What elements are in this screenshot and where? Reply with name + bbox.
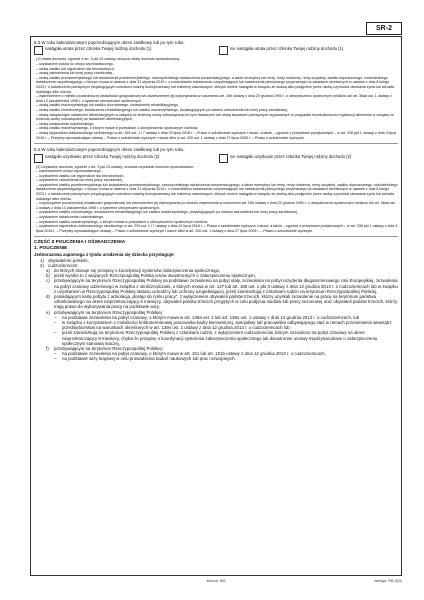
footnote-line: – utratą zasiłku lub stypendium dla bezrobotnych, (36, 66, 115, 71)
list-item: c) przebywającym na terytorium Rzeczypospolitej Polskiej na podstawie zezwolenia na pobyt stały, zezwolenia na pobyt rezydenta długoterminowego Unii Europejskiej, zezwolenia na pobyt czasowy udzielonego w związku z okolicznościami, o których mowa w art. 127 lub art. 186 ust. 1 pkt 3 ustawy z dnia 12 grudnia 2013 r. o cudzoziemcach lub w związku z uzyskaniem w Rzeczypospolitej Polskiej statusu uchodźcy lub ochrony uzupełniającej, jeżeli zamieszkują z członkami rodzin na terytorium Rzeczypospolitej Polskiej, (46, 278, 398, 294)
page-number: strona: 5/6 (206, 578, 226, 583)
footnote-line: (2) Uzyskanie dochodu, zgodnie z art. 3 pkt 24 ustawy, oznacza uzyskanie dochodu spowodowane: (36, 164, 195, 169)
footnote-line: – uzyskaniem zasiłku lub stypendium dla bezrobotnych, (36, 173, 125, 178)
checkbox-income-lost[interactable] (34, 46, 43, 55)
footnote-line: – uzyskaniem prawa do urlopu wychowawczego, (36, 62, 114, 66)
instruction-lead: Jednorazowa zapomoga z tytułu urodzenia się dziecka przysługuje: (34, 252, 175, 258)
list-item: b) jeżeli wynika to z wiążących Rzeczpospolitą Polską umów dwustronnych o zabezpieczeniu społecznym, (46, 273, 256, 279)
part-2 (34, 240, 398, 361)
checkbox-income-not-gained[interactable] (219, 154, 228, 163)
option-income-gained[interactable] (34, 154, 213, 163)
list-item: 1) obywatelom polskim, (40, 257, 89, 263)
footnote-line: – wykreśleniem z rejestru pozarolniczej działalności gospodarczej lub zawieszeniem jej wykonywania w rozumieniu art. 16b ustawy z dnia 20 grudnia 1990 r. o ubezpieczeniu społecznym rolników lub art. 36aa ust. 1 ustawy z dnia 13 października 1998 r. o systemie ubezpieczeń społecznych, (36, 94, 392, 103)
list-item: – na podstawie wizy krajowej w celu prowadzenia badań naukowych lub prac rozwojowych, (54, 356, 236, 362)
checkbox-income-not-lost[interactable] (219, 46, 228, 55)
footnote-line: – uzyskaniem zasiłku macierzyńskiego, o którym mowa w przepisach o ubezpieczeniu społecznym rolników, (36, 219, 208, 224)
footnote-income-loss (34, 57, 398, 140)
section-instruction-heading: 1. POUCZENIE (34, 246, 68, 252)
footnote-line: – uzyskaniem zatrudnienia lub innej pracy zarobkowej, (36, 178, 123, 183)
list-item: e) przebywającym na terytorium Rzeczypospolitej Polskiej: (46, 309, 163, 315)
list-item: – na podstawie zezwolenia na pobyt czasowy, o którym mowa w art. 139a ust. 1 lub art. 139o ust. 1 ustawy z dnia 12 grudnia 2013 r. o cudzoziemcach, lub (54, 314, 360, 320)
footnote-line: – utratą zasiłku macierzyńskiego lub zasiłku chorobowego, świadczenia rehabilitacyjnego, (36, 103, 179, 108)
question-5-4-options (34, 154, 398, 163)
divider (34, 143, 398, 144)
list-item: a) do których stosuje się przepisy o koordynacji systemów zabezpieczenia społecznego, (46, 268, 221, 274)
option-income-gained-label: nastąpiło uzyskanie przez członka Twojej rodziny dochodu (2) (45, 153, 160, 159)
list-item: – na podstawie zezwolenia na pobyt czasowy, o którym mowa w art. 151 lub art. 151b ustawy z dnia 12 grudnia 2013 r. o cudzoziemcach, (54, 351, 326, 357)
option-income-not-gained[interactable] (219, 154, 398, 163)
footnote-line: – utratą zasiłku macierzyńskiego, o którym mowa w przepisach o ubezpieczeniu społecznym rolników, (36, 126, 199, 131)
list-item: – w związku z korzystaniem z mobilności krótkoterminowej pracownika kadry kierowniczej, specjalisty lub pracownika odbywającego staż w ramach przeniesienia wewnątrz przedsiębiorstwa na warunkach określonych w art. 139n ust. 1 ustawy z dnia 12 grudnia 2013 r. o cudzoziemcach lub (54, 320, 392, 331)
question-5-3-options (34, 46, 398, 55)
footnote-line: – rozpoczęciem pozarolniczej działalności gospodarczej lub wznowieniem jej wykonywania po okresie zawieszenia w rozumieniu art. 16b ustawy z dnia 20 grudnia 1990 r. o ubezpieczeniu społecznym rolników lub art. 36aa ust. 1 ustawy z dnia 13 października 1998 r. o systemie ubezpieczeń społecznych, (36, 201, 396, 210)
footnote-line: – uzyskaniem stypendium doktoranckiego określonego w art. 209 ust. 1 i 7 ustawy z dnia 20 lipca 2018 r. – Prawo o szkolnictwie wyższym i nauce, a także – zgodnie z przepisami przejściowymi – w art. 336 pkt 1 ustawy z dnia 3 lipca 2018 r. – Przepisy wprowadzające ustawę – Prawo o szkolnictwie wyższym i nauce albo w art. 200 ust. 1 ustawy z dnia 27 lipca 2005 r. – Prawo o szkolnictwie wyższym. (36, 224, 398, 233)
question-5-3-title: 5.3 W roku kalendarzowym poprzedzającym okres zasiłkowy lub po tym roku: (34, 40, 185, 45)
footnote-line: – utratą zasiłku przedemerytalnego lub świadczenia przedemerytalnego, nauczycielskiego świadczenia kompensacyjnego, a także emerytury lub renty, renty rodzinnej, renty socjalnej, zasiłku doproszonego, rodzicielskiego świadczenia uzupełniającego, o którym mowa w ustawie z dnia 31 stycznia 2019 r. o rodzicielskim świadczeniu uzupełniającym lub świadczenia pieniężnego przyznanego na zasadach określonych w ustawie z dnia 8 lutego 2023 r. o świadczeniu pieniężnym przysługującym członkom rodziny funkcjonariuszy lub żołnierzy zawodowych, których śmierć nastąpiła w związku ze służbą albo podjęciem przez osobę czynności ratowania życia lub zdrowia ludzkiego albo mienia, (36, 75, 395, 94)
footnote-line: – uzyskaniem świadczenia rodzicielskiego, (36, 215, 105, 220)
form-code-badge: SR-2 (366, 22, 402, 35)
list-item: d) posiadającym kartę pobytu z adnotacją „dostęp do rynku pracy”, z wyłączeniem obywateli państw trzecich, którzy uzyskali zezwolenie na pracę na terytorium państwa członkowskiego na okres nieprzekraczający 6 miesięcy, obywateli państw trzecich przyjętych w celu podjęcia studiów lub pracy sezonowej oraz obywateli państw trzecich, którzy mają prawo do wykonywania pracy na podstawie wizy, (46, 294, 398, 310)
footnote-line: – uzyskaniem zasiłku chorobowego, świadczenia rehabilitacyjnego lub zasiłku macierzyńskiego, przysługujących po ustaniu zatrudnienia lub innej pracy zarobkowej, (36, 210, 298, 215)
option-income-lost[interactable] (34, 46, 213, 55)
footnote-line: – uzyskaniem zasiłku przedemerytalnego lub świadczenia przedemerytalnego, nauczycielskiego świadczenia kompensacyjnego, a także emerytury lub renty, renty rodzinnej, renty socjalnej, zasiłku doproszonego, rodzicielskiego świadczenia uzupełniającego, o którym mowa w ustawie z dnia 31 stycznia 2019 r. o rodzicielskim świadczeniu uzupełniającym lub świadczenia pieniężnego przyznanego na zasadach określonych w ustawie z dnia 8 lutego 2023 r. o świadczeniu pieniężnym przysługującym członkom rodziny funkcjonariuszy lub żołnierzy zawodowych, których śmierć nastąpiła w związku ze służbą albo podjęciem przez osobę czynności ratowania życia lub zdrowia ludzkiego albo mienia, (36, 182, 398, 201)
footnote-line: – utratą stypendium doktoranckiego określonego w art. 209 ust. 1 i 7 ustawy z dnia 20 lipca 2018 r. – Prawo o szkolnictwie wyższym i nauce, a także – zgodnie z przepisami przejściowymi – w art. 336 pkt 1 ustawy z dnia 3 lipca 2018 r. – Przepisy wprowadzające ustawę – Prawo o szkolnictwie wyższym i nauce albo w art. 200 ust. 1 ustawy z dnia 27 lipca 2005 r. – Prawo o szkolnictwie wyższym. (36, 130, 396, 140)
option-income-lost-label: nastąpiła utrata przez członka Twojej rodziny dochodu (1) (45, 46, 152, 52)
checkbox-income-gained[interactable] (34, 154, 43, 163)
list-item: 2) cudzoziemcom: (40, 262, 79, 268)
form-version: wersja: SR-2(9) (374, 578, 402, 583)
option-income-not-gained-label: nie nastąpiło uzyskanie przez członka Twojej rodziny dochodu (2) (230, 153, 352, 159)
divider (34, 236, 398, 237)
list-item: f) przebywającym na terytorium Rzeczypospolitej Polskiej: (46, 346, 163, 352)
footnote-line: – utratą zasiłku chorobowego, świadczenia rehabilitacyjnego lub zasiłku macierzyńskiego, przysługujących po ustaniu zatrudnienia lub innej pracy zarobkowej, (36, 107, 288, 112)
option-income-not-lost[interactable] (219, 46, 398, 55)
footnote-line: – utratą zasądzonych świadczeń alimentacyjnych w związku ze śmiercią osoby zobowiązanej do tych świadczeń lub utratą świadczeń pieniężnych wypłacanych w przypadku bezskuteczności egzekucji alimentów w związku ze śmiercią osoby zobowiązanej do świadczeń alimentacyjnych, (36, 112, 394, 122)
page-content (34, 40, 398, 362)
footnote-income-gain (34, 165, 398, 234)
list-item: – jeżeli zamieszkują na terytorium Rzeczypospolitej Polskiej z członkami rodzin, z wyłączeniem cudzoziemców, którym zezwolono na pobyt czasowy na okres nieprzekraczający 9 miesięcy, chyba że przepisy o koordynacji systemów zabezpieczenia społecznego lub dwustronne umowy międzynarodowe o zabezpieczeniu społecznym stanowią inaczej, (54, 330, 378, 346)
footnote-line: – zakończeniem urlopu wychowawczego, (36, 169, 102, 174)
option-income-not-lost-label: nie nastąpiła utrata przez członka Twojej rodziny dochodu (1) (230, 46, 344, 52)
part-2-heading: CZĘŚĆ II POUCZENIA I OŚWIADCZENIA (34, 240, 126, 246)
footnote-line: – utratą świadczenia rodzicielskiego, (36, 121, 95, 126)
footnote-line: (1) Utrata dochodu, zgodnie z art. 3 pkt 23 ustawy oznacza utratę dochodu spowodowaną: (36, 57, 180, 62)
question-5-4-title: 5.4 W roku kalendarzowym poprzedzającym okres zasiłkowy lub po tym roku: (34, 147, 185, 153)
footnote-line: – utratą zatrudnienia lub innej pracy zarobkowej, (36, 71, 114, 76)
